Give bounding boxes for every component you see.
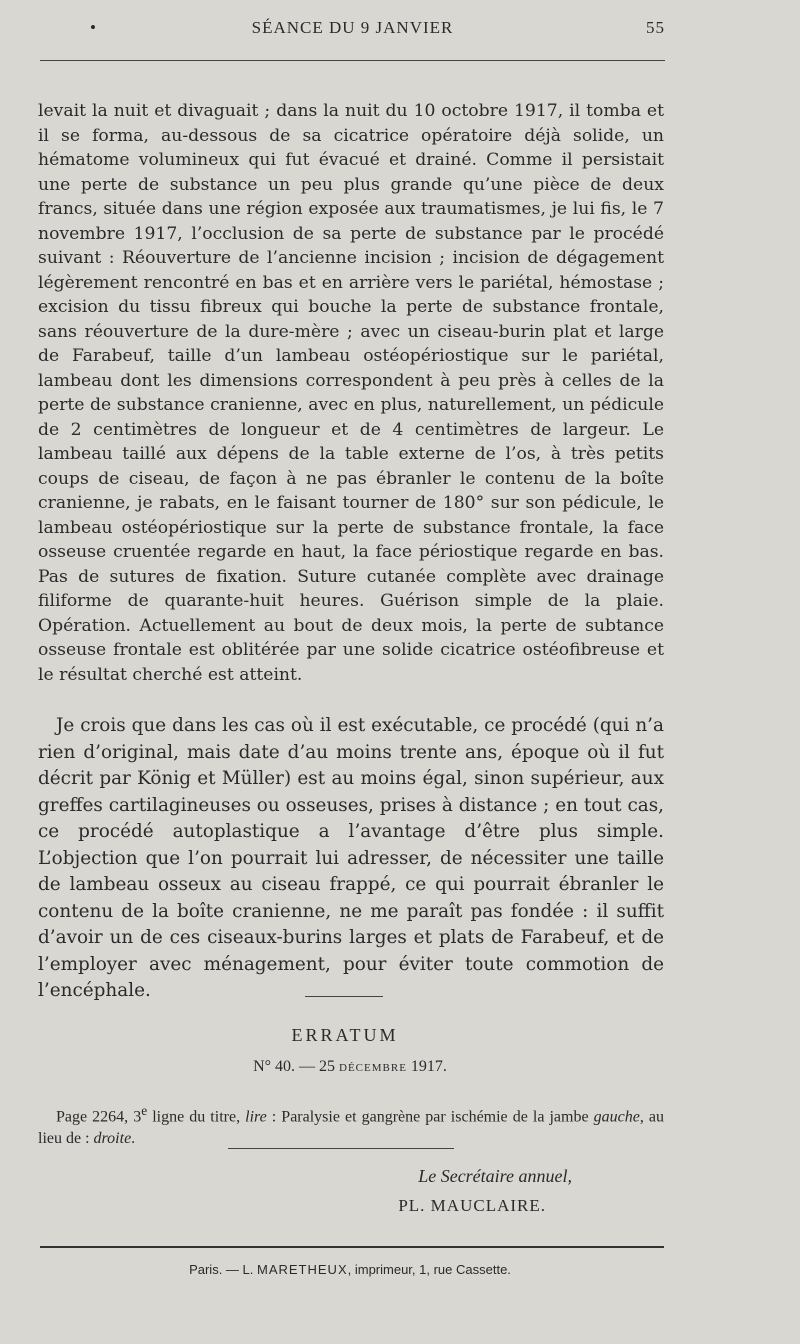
body-paragraph-2-text: Je crois que dans les cas où il est exécutable, ce procédé (qui n’a rien d’original, mais date d’au moins trente ans, époque où il fut décrit par König et Müller) est au moins égal, sinon supérieur, aux greffes cartilagineuses ou osseuses, prises à distance ; en tout cas, ce procédé autoplastique a l’avantage d’être plus simple. L’objection que l’on pourrait lui adresser, de nécessiter une taille de lambeau osseux au ciseau frappé, ce qui pourrait ébranler le contenu de la boîte cranienne, ne me paraît pas fondée : il suffit d’avoir un de ces ciseaux-burins larges et plats de Farabeuf, et de l’employer avec ménagement, pour éviter toute commotion de l’encéphale. [38, 715, 664, 1002]
footer-printer: MARETHEUX [257, 1262, 348, 1277]
signature-role: Le Secrétaire annuel, [418, 1166, 572, 1186]
erratum-text-a: Page 2264, 3 [56, 1108, 142, 1126]
erratum-ref-month: DÉCEMBRE [339, 1062, 407, 1074]
erratum-text [38, 1100, 664, 1150]
erratum-reference [0, 1058, 700, 1076]
signature-name: PL. MAUCLAIRE. [398, 1196, 546, 1215]
erratum-gauche: gauche [593, 1108, 640, 1126]
page-number: 55 [646, 18, 665, 37]
erratum-text-end: . [131, 1130, 136, 1148]
body-paragraph-2 [38, 713, 664, 1005]
erratum-sup: e [141, 1103, 148, 1118]
header-title: SÉANCE DU 9 JANVIER [251, 18, 454, 37]
erratum-lire: lire [245, 1108, 267, 1126]
erratum-text-b: ligne du titre, [147, 1108, 246, 1126]
erratum-text-d: , au lieu de : [38, 1108, 664, 1148]
body-paragraph-1: levait la nuit et divaguait ; dans la nuit du 10 octobre 1917, il tomba et il se forma, au-dessous de sa cicatrice opératoire déjà solide, un hématome volumineux qui fut évacué et drainé. Comme il persistait une perte de substance un peu plus grande qu’une pièce de deux francs, située dans une région exposée aux traumatismes, je lui fis, le 7 novembre 1917, l’occlusion de sa perte de substance par le procédé suivant : Réouverture de l’ancienne incision ; incision de dégagement légèrement rencontré en bas et en arrière vers le pariétal, hémostase ; excision du tissu fibreux qui bouche la perte de substance frontale, sans réouverture de la dure-mère ; avec un ciseau-burin plat et large de Farabeuf, taille d’un lambeau ostéopériostique sur le pariétal, lambeau dont les dimensions correspondent à peu près à celles de la perte de substance cranienne, avec en plus, naturellement, un pédicule de 2 centimètres de longueur et de 4 centimètres de largeur. Le lambeau taillé aux dépens de la table externe de l’os, à très petits coups de ciseau, de façon à ne pas ébranler le contenu de la boîte cranienne, je rabats, en le faisant tourner de 180° sur son pédicule, le lambeau ostéopériostique sur la perte de substance frontale, la face osseuse cruentée regarde en haut, la face périostique regarde en bas. Pas de sutures de fixation. Suture cutanée complète avec drainage filiforme de quarante-huit heures. Guérison simple de la plaie. Opération. Actuellement au bout de deux mois, la perte de subtance osseuse frontale est oblitérée par une solide cicatrice ostéofibreuse et le résultat cherché est atteint. [38, 101, 664, 685]
erratum-droite: droite [93, 1130, 132, 1148]
footer-rule [40, 1246, 664, 1248]
printer-footer [0, 1262, 700, 1277]
erratum-ref-number: N° 40. — 25 [253, 1058, 336, 1075]
header-rule [40, 60, 665, 61]
erratum-text-c: : Paralysie et gangrène par ischémie de la jambe [266, 1108, 594, 1126]
erratum-ref-year: 1917. [410, 1058, 447, 1075]
erratum-divider [228, 1148, 454, 1149]
erratum-title: ERRATUM [291, 1025, 399, 1045]
header-bullet: • [90, 18, 97, 37]
running-header [40, 18, 665, 46]
section-divider [305, 996, 383, 997]
footer-rest: , imprimeur, 1, rue Cassette. [347, 1262, 511, 1277]
footer-city: Paris. — L. [189, 1262, 257, 1277]
